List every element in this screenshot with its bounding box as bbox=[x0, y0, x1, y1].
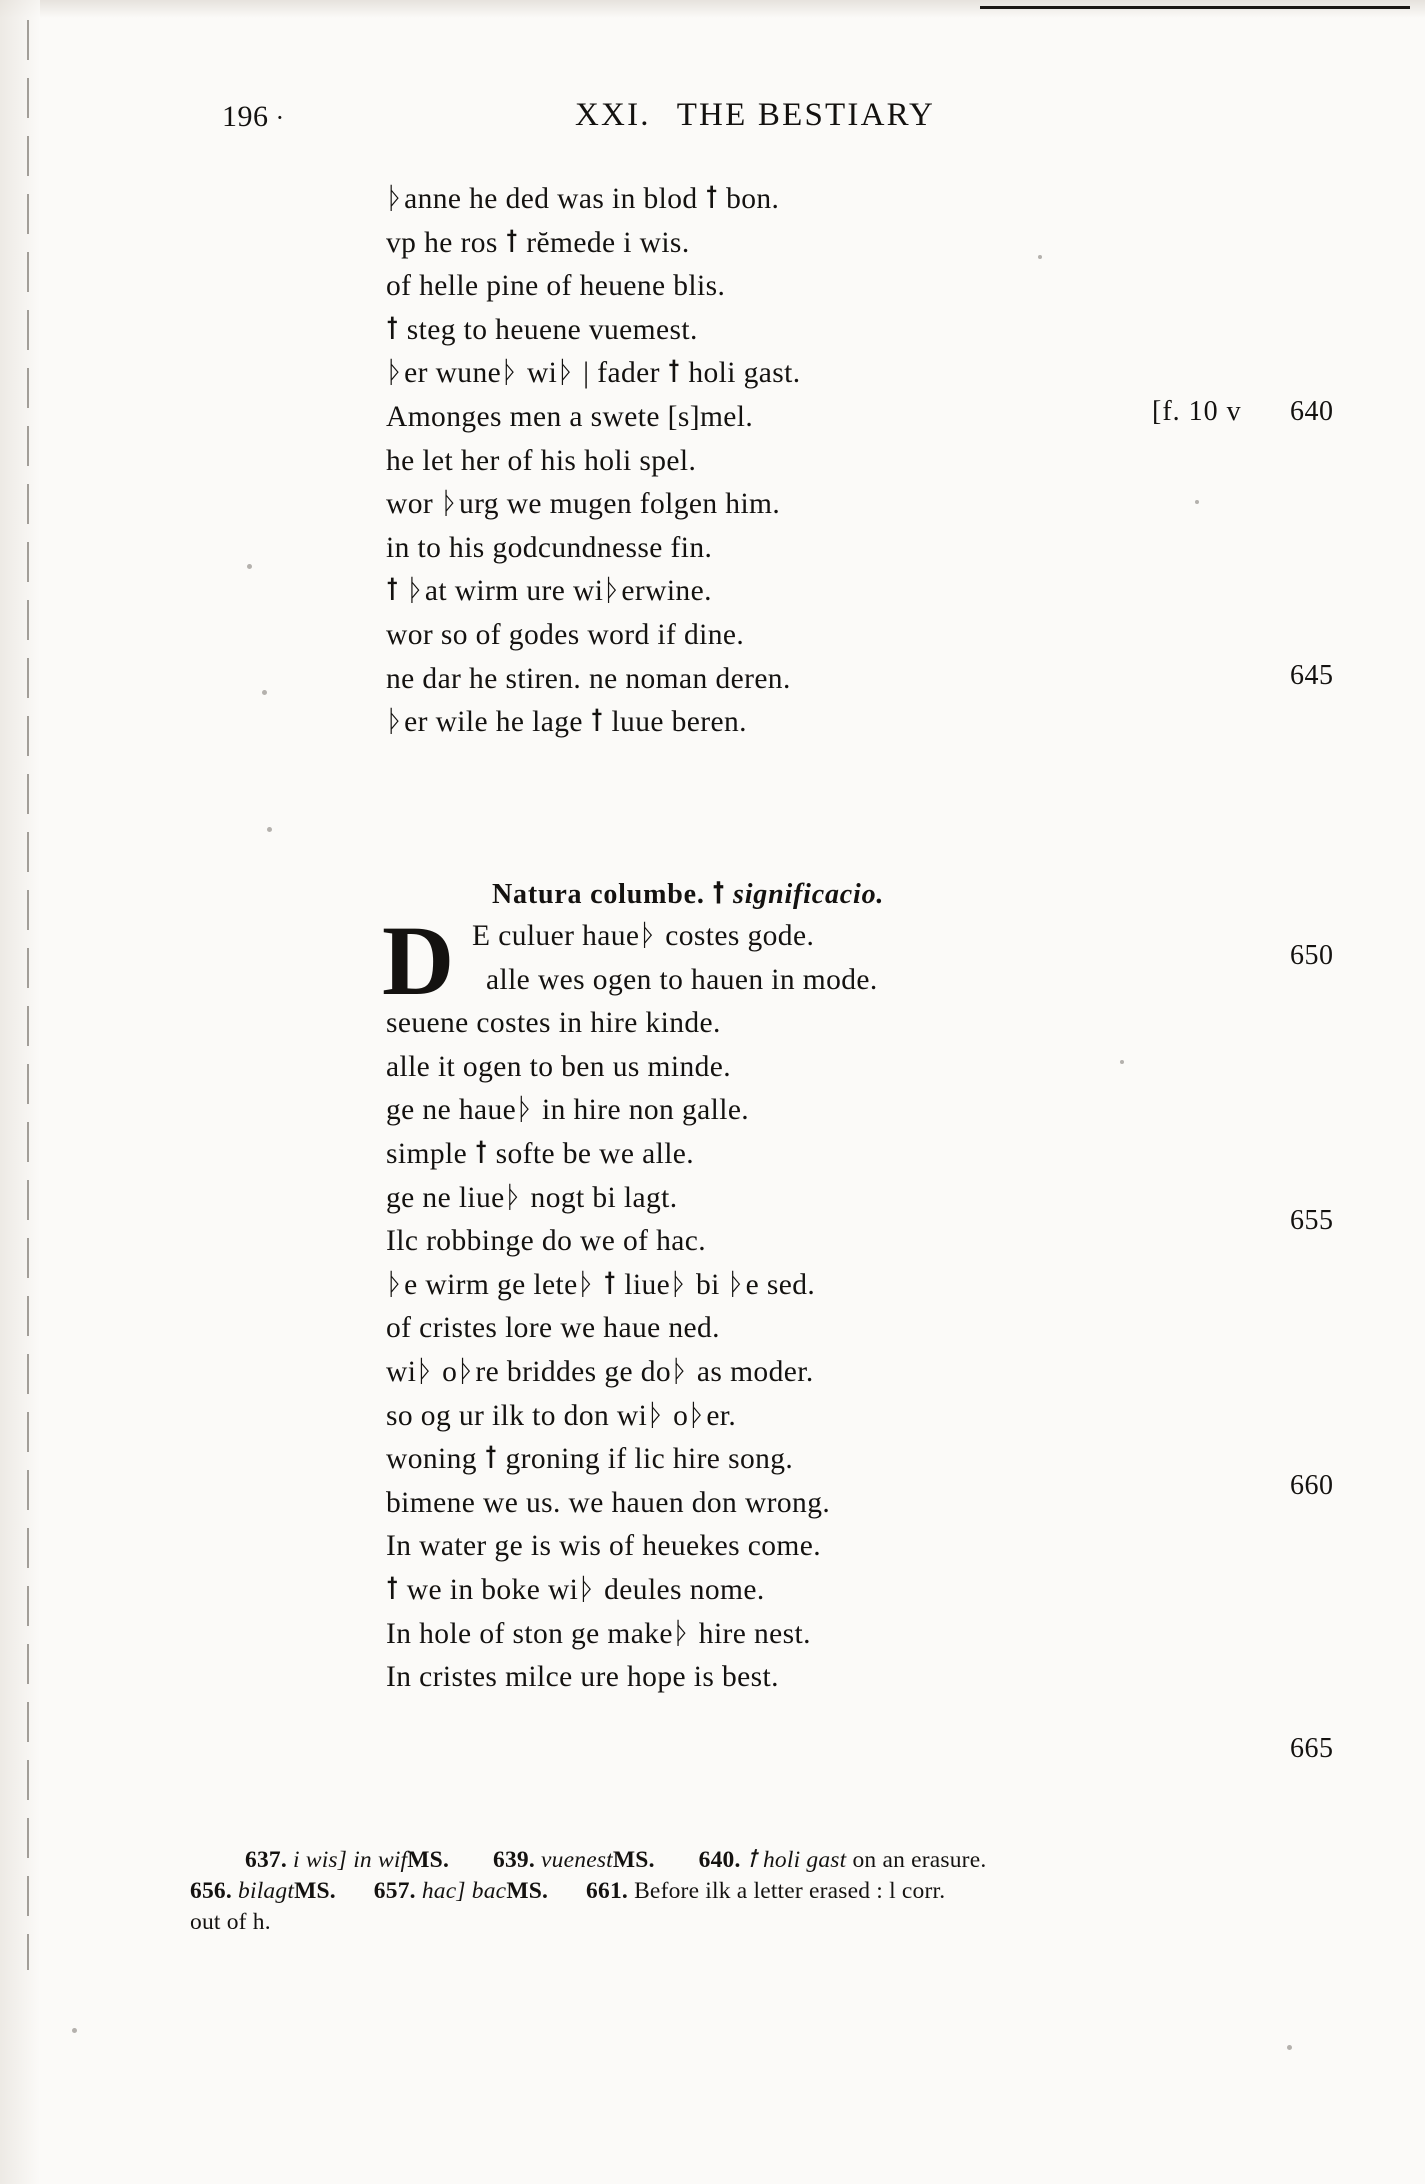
verse-line: in to his godcundnesse fin. bbox=[386, 531, 713, 564]
verse-line: In hole of ston ge makeᚦ hire nest. bbox=[386, 1617, 811, 1650]
verse-line: E culuer haueᚦ costes gode. bbox=[472, 920, 815, 952]
running-head bbox=[575, 97, 935, 134]
verse-line: wor ᚦurg we mugen folgen him. bbox=[386, 488, 781, 521]
footnote-ref: 640. bbox=[698, 1847, 741, 1873]
footnote-lemma: hac] bbox=[421, 1878, 466, 1904]
verse-line: ᚦanne he ded was in blod ꝉ bon. bbox=[386, 183, 780, 215]
page-number bbox=[222, 100, 285, 134]
verse-line: ge ne liueᚦ nogt bi lagt. bbox=[386, 1181, 678, 1214]
footnote-line bbox=[190, 1876, 1380, 1907]
verse-line: In cristes milce ure hope is best. bbox=[386, 1661, 779, 1694]
line-number: 665 bbox=[1290, 1733, 1334, 1764]
footnote-source: MS. bbox=[612, 1847, 655, 1873]
verse-line: wiᚦ oᚦre briddes ge doᚦ as moder. bbox=[386, 1355, 814, 1388]
footnote-reading: ꝉ holi gast bbox=[746, 1847, 847, 1873]
running-head-title: THE BESTIARY bbox=[676, 97, 936, 133]
footnote-reading: vuenest bbox=[541, 1847, 613, 1873]
verse-line: vp he ros ꝉ rĕmede i wis. bbox=[386, 226, 690, 259]
verse-block-first bbox=[386, 178, 1086, 745]
verse-line: ge ne haueᚦ in hire non galle. bbox=[386, 1094, 750, 1127]
verse-line: ꝉ steg to heuene vuemest. bbox=[386, 313, 698, 346]
rubric-text: Natura columbe. ꝉ bbox=[492, 879, 733, 910]
verse-line: ꝉ ᚦat wirm ure wiᚦerwine. bbox=[386, 575, 712, 608]
line-number: 640 bbox=[1290, 396, 1334, 427]
verse-line: so og ur ilk to don wiᚦ oᚦer. bbox=[386, 1399, 737, 1432]
line-number: 655 bbox=[1290, 1205, 1334, 1236]
footnote-source: on an erasure. bbox=[852, 1847, 987, 1873]
verse-line: bimene we us. we hauen don wrong. bbox=[386, 1486, 831, 1519]
line-number: 650 bbox=[1290, 940, 1334, 971]
verse-line: In water ge is wis of heuekes come. bbox=[386, 1530, 822, 1563]
verse-line: simple ꝉ softe be we alle. bbox=[386, 1137, 695, 1170]
running-head-number: XXI. bbox=[575, 97, 651, 133]
footnote-ref: 661. bbox=[586, 1878, 628, 1904]
verse-line: alle wes ogen to hauen in mode. bbox=[486, 963, 878, 996]
footnote-apparatus bbox=[190, 1845, 1380, 1938]
verse-line: seuene costes in hire kinde. bbox=[386, 1007, 721, 1040]
verse-line: woning ꝉ groning if lic hire song. bbox=[386, 1443, 794, 1476]
verse-line: wor so of godes word if dine. bbox=[386, 618, 745, 651]
footnote-reading: bilagt bbox=[238, 1878, 295, 1904]
footnote-line bbox=[190, 1907, 1380, 1938]
footnote-ref: 656. bbox=[190, 1878, 232, 1904]
verse-line: he let her of his holi spel. bbox=[386, 444, 697, 477]
verse-line: of cristes lore we haue ned. bbox=[386, 1312, 720, 1345]
verse-line: alle it ogen to ben us minde. bbox=[386, 1050, 732, 1083]
section-rubric bbox=[492, 877, 884, 911]
rubric-text-italic: significacio. bbox=[733, 879, 885, 910]
verse-line: ꝉ we in boke wiᚦ deules nome. bbox=[386, 1573, 765, 1606]
folio-reference: [f. 10 v bbox=[1152, 396, 1242, 427]
footnote-source: MS. bbox=[294, 1878, 336, 1904]
line-number: 660 bbox=[1290, 1470, 1334, 1501]
footnote-reading: Before ilk a letter erased : l corr. bbox=[634, 1878, 946, 1904]
footnote-reading: bac bbox=[471, 1878, 507, 1904]
drop-cap: D bbox=[382, 905, 455, 1016]
footnote-line bbox=[190, 1845, 1380, 1876]
verse-line: ᚦe wirm ge leteᚦ ꝉ liueᚦ bi ᚦe sed. bbox=[386, 1268, 816, 1301]
verse-block-second bbox=[386, 915, 1086, 1700]
verse-line: Amonges men a swete [s]mel. bbox=[386, 400, 754, 433]
line-number: 645 bbox=[1290, 660, 1334, 691]
verse-line: ne dar he stiren. ne noman deren. bbox=[386, 662, 791, 695]
page-number-dot: · bbox=[268, 103, 285, 132]
page-number-value: 196 bbox=[222, 100, 269, 133]
footnote-ref: 637. bbox=[245, 1847, 287, 1873]
footnote-lemma: i wis] bbox=[293, 1847, 348, 1873]
verse-line: of helle pine of heuene blis. bbox=[386, 270, 726, 303]
verse-line: Ilc robbinge do we of hac. bbox=[386, 1225, 707, 1258]
footnote-ref: 657. bbox=[373, 1878, 416, 1904]
verse-line: ᚦer wuneᚦ wiᚦ | fader ꝉ holi gast. bbox=[386, 357, 801, 390]
footnote-source: MS. bbox=[407, 1847, 450, 1873]
footnote-source: MS. bbox=[506, 1878, 549, 1904]
verse-line: ᚦer wile he lage ꝉ luue beren. bbox=[386, 706, 747, 739]
footnote-reading: in wif bbox=[353, 1847, 408, 1873]
footnote-source: out of h. bbox=[190, 1909, 271, 1935]
footnote-ref: 639. bbox=[493, 1847, 535, 1873]
